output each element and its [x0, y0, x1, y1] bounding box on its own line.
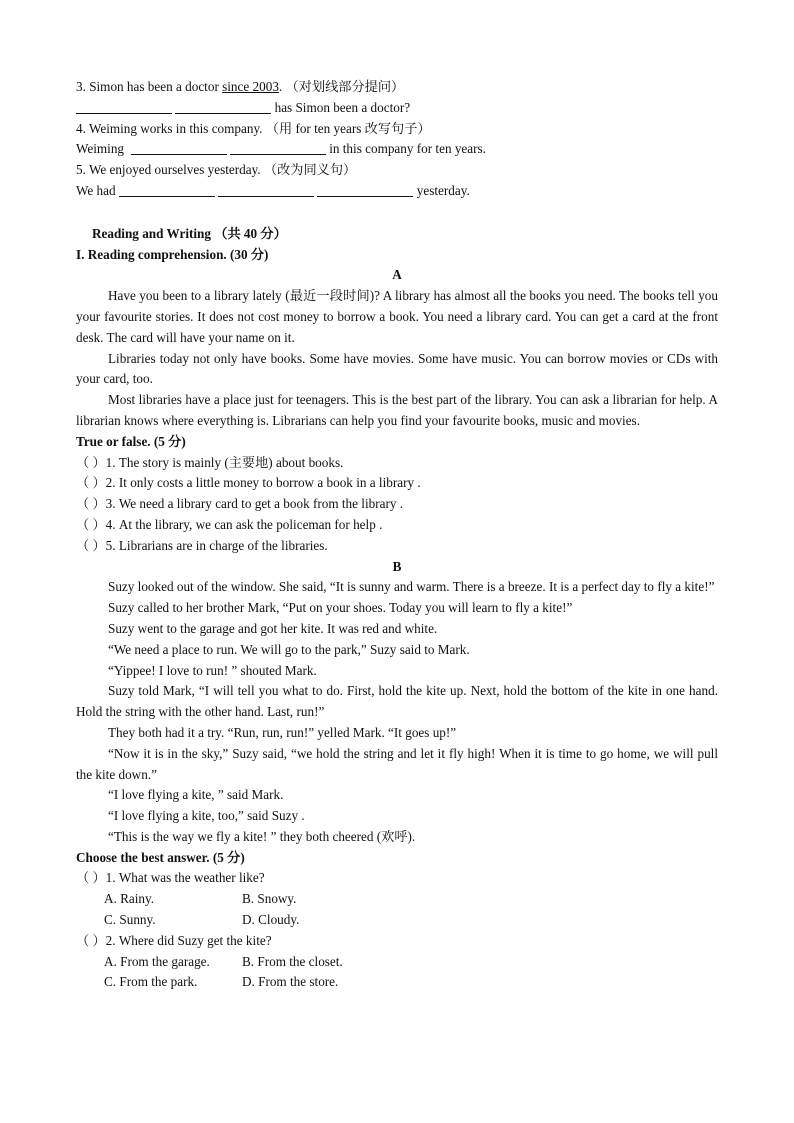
passage-b-paragraph: “This is the way we fly a kite! ” they both cheered (欢呼). — [108, 828, 416, 844]
true-false-item[interactable]: （ ）1. The story is mainly (主要地) about books. — [76, 454, 344, 470]
passage-a-paragraph: Most libraries have a place just for teenagers. This is the best part of the library. You can ask a librarian for help. A librarian knows where everything is. Librarians can help you find your favourite books, music and movies. — [76, 392, 718, 428]
passage-b-paragraph: “I love flying a kite, ” said Mark. — [108, 787, 284, 803]
question-5-text: 5. We enjoyed ourselves yesterday. （改为同义句） — [76, 162, 357, 178]
answer-blank[interactable] — [76, 99, 172, 114]
choice-question-stem: （ ）2. Where did Suzy get the kite? — [76, 932, 272, 948]
choice-options-row — [76, 952, 718, 973]
true-false-item[interactable]: （ ）5. Librarians are in charge of the libraries. — [76, 537, 328, 553]
passage-a-paragraph: Have you been to a library lately (最近一段时间)? A library has almost all the books you need. The books tell you your favourite stories. It does not cost money to borrow a book. You need a library card. You can get a card at the front desk. The card will have your name on it. — [76, 288, 718, 345]
choice-options-row — [76, 972, 718, 993]
choice-options-row — [76, 910, 718, 931]
question-5-answer-tail: yesterday. — [416, 182, 470, 198]
question-3-instruction: . （对划线部分提问） — [278, 79, 405, 94]
option-c[interactable]: C. Sunny. — [104, 912, 156, 928]
answer-blank[interactable] — [119, 182, 215, 197]
answer-blank[interactable] — [317, 182, 413, 197]
option-d[interactable]: D. Cloudy. — [242, 912, 300, 928]
question-5-answer — [76, 181, 718, 202]
question-3-underlined: since 2003 — [222, 79, 279, 94]
passage-b-paragraph: Suzy went to the garage and got her kite. It was red and white. — [108, 620, 438, 636]
passage-b-paragraph: Suzy called to her brother Mark, “Put on your shoes. Today you will learn to fly a kite!” — [108, 600, 573, 616]
true-false-heading: True or false. (5 分) — [76, 433, 186, 449]
passage-b-paragraph: Suzy looked out of the window. She said, “It is sunny and warm. There is a breeze. It is a perfect day to fly a kite!” — [108, 579, 715, 595]
option-b[interactable]: B. From the closet. — [242, 953, 343, 969]
passage-b-paragraph: “We need a place to run. We will go to the park,” Suzy said to Mark. — [108, 641, 470, 657]
question-4 — [76, 119, 718, 140]
answer-blank[interactable] — [230, 140, 326, 155]
true-false-item[interactable]: （ ）3. We need a library card to get a book from the library . — [76, 496, 404, 512]
passage-b-paragraph: Suzy told Mark, “I will tell you what to do. First, hold the kite up. Next, hold the bottom of the kite in one hand. Hold the string with the other hand. Last, run!” — [76, 683, 718, 720]
section-title: Reading and Writing （共 40 分） — [92, 225, 287, 241]
question-5-answer-head: We had — [76, 182, 116, 198]
option-a[interactable]: A. From the garage. — [104, 953, 210, 969]
question-4-answer-tail: in this company for ten years. — [329, 141, 486, 157]
option-d[interactable]: D. From the store. — [242, 974, 339, 990]
question-4-answer — [76, 139, 718, 160]
passage-b-paragraph: They both had it a try. “Run, run, run!” yelled Mark. “It goes up!” — [108, 724, 457, 740]
question-3-text: 3. Simon has been a doctor — [76, 79, 223, 94]
option-b[interactable]: B. Snowy. — [242, 891, 297, 907]
passage-b-paragraph: “Yippee! I love to run! ” shouted Mark. — [108, 662, 317, 678]
passage-b-paragraph: “Now it is in the sky,” Suzy said, “we hold the string and let it fly high! When it is time to go home, we will pull the kite down.” — [76, 745, 718, 782]
question-4-text: 4. Weiming works in this company. （用 for ten years 改写句子） — [76, 120, 431, 136]
option-a[interactable]: A. Rainy. — [104, 891, 155, 907]
answer-blank[interactable] — [175, 99, 271, 114]
passage-a-label: A — [392, 267, 402, 283]
passage-b-label: B — [392, 558, 402, 574]
question-3-answer — [76, 98, 718, 119]
question-5 — [76, 160, 718, 181]
answer-blank[interactable] — [131, 140, 227, 155]
true-false-item[interactable]: （ ）4. At the library, we can ask the policeman for help . — [76, 516, 383, 532]
choose-heading: Choose the best answer. (5 分) — [76, 849, 245, 865]
answer-blank[interactable] — [218, 182, 314, 197]
question-4-answer-head: Weiming — [76, 141, 125, 157]
true-false-item[interactable]: （ ）2. It only costs a little money to borrow a book in a library . — [76, 475, 421, 491]
passage-b-paragraph: “I love flying a kite, too,” said Suzy . — [108, 808, 305, 824]
question-3 — [76, 77, 718, 98]
option-c[interactable]: C. From the park. — [104, 974, 198, 990]
passage-a-paragraph: Libraries today not only have books. Some have movies. Some have music. You can borrow movies or CDs with your card, too. — [76, 350, 718, 387]
choice-options-row — [76, 889, 718, 910]
part-heading: I. Reading comprehension. (30 分) — [76, 246, 269, 262]
question-3-answer-tail: has Simon been a doctor? — [274, 99, 411, 115]
exam-page — [76, 77, 718, 993]
choice-question-stem: （ ）1. What was the weather like? — [76, 870, 265, 886]
